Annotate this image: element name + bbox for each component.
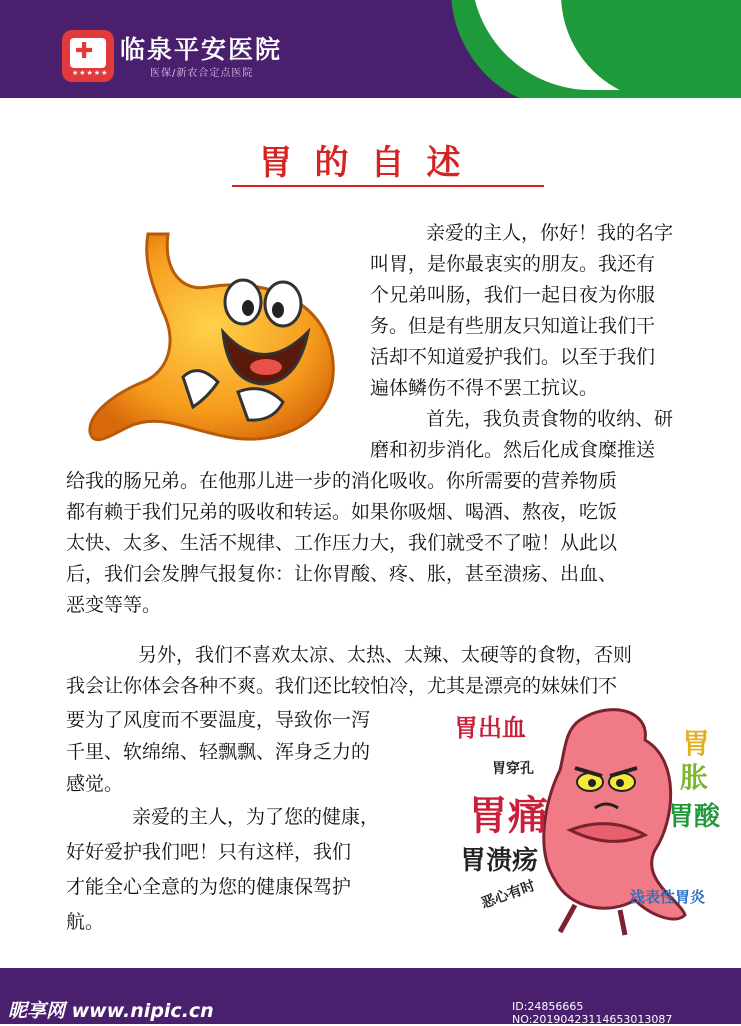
hospital-logo-icon: ✚ ★★★★★ (62, 30, 114, 82)
symptom-label: 胃酸 (668, 802, 721, 832)
symptom-label: 胃 (682, 727, 711, 760)
page-title: 胃的自述 (258, 143, 483, 183)
text-line: 好好爱护我们吧！只有这样，我们 (66, 841, 352, 863)
watermark-site: 昵享网 www.nipic.cn (8, 1000, 214, 1022)
text-line: 个兄弟叫肠，我们一起日夜为你服 (370, 284, 656, 306)
text-line: 首先，我负责食物的收纳、研 (426, 408, 674, 430)
text-line: 遍体鳞伤不得不罢工抗议。 (370, 377, 599, 399)
text-line: 都有赖于我们兄弟的吸收和转运。如果你吸烟、喝酒、熬夜，吃饭 (66, 501, 618, 523)
title-underline (232, 185, 544, 187)
paragraph-closing (66, 800, 446, 940)
paragraph-intro (370, 218, 730, 466)
text-line: 恶变等等。 (66, 594, 162, 616)
text-line: 活却不知道爱护我们。以至于我们 (370, 346, 656, 368)
paragraph-dislikes (66, 640, 736, 702)
text-line: 给我的肠兄弟。在他那儿进一步的消化吸收。你所需要的营养物质 (66, 470, 618, 492)
symptom-label: 浅表性胃炎 (630, 888, 706, 906)
text-line: 太快、太多、生活不规律、工作压力大，我们就受不了啦！从此以 (66, 532, 618, 554)
symptom-label: 胃溃疡 (460, 846, 539, 876)
text-line: 航。 (66, 911, 105, 933)
text-line: 感觉。 (66, 773, 124, 795)
text-line: 另外，我们不喜欢太凉、太热、太辣、太硬等的食物，否则 (138, 644, 633, 666)
symptom-label: 胃痛 (468, 793, 548, 839)
text-line: 才能全心全意的为您的健康保驾护 (66, 876, 352, 898)
watermark-id: ID:24856665 NO:20190423114653013087 (512, 1000, 673, 1026)
symptom-label: 胃出血 (454, 714, 526, 742)
text-line: 后，我们会发脾气报复你：让你胃酸、疼、胀，甚至溃疡、出血、 (66, 563, 618, 585)
text-line: 要为了风度而不要温度，导致你一泻 (66, 709, 371, 731)
text-line: 千里、软绵绵、轻飘飘、浑身乏力的 (66, 741, 371, 763)
symptom-label: 恶心有时 (479, 877, 538, 913)
logo-stars: ★★★★★ (72, 69, 109, 77)
text-line: 亲爱的主人，为了您的健康， (132, 806, 380, 828)
text-line: 我会让你体会各种不爽。我们还比较怕冷，尤其是漂亮的妹妹们不 (66, 675, 618, 697)
text-line: 亲爱的主人，你好！我的名字 (426, 222, 674, 244)
text-line: 磨和初步消化。然后化成食糜推送 (370, 439, 656, 461)
text-line: 务。但是有些朋友只知道让我们干 (370, 315, 656, 337)
hospital-subtitle: 医保/新农合定点医院 (150, 68, 254, 79)
text-line: 叫胃，是你最衷实的朋友。我还有 (370, 253, 656, 275)
symptom-label: 胀 (680, 761, 709, 794)
symptom-label: 胃穿孔 (492, 761, 534, 777)
angry-stomach-illustration (450, 700, 725, 940)
header-banner (0, 0, 741, 98)
paragraph-function (66, 466, 736, 621)
happy-stomach-illustration (88, 232, 350, 454)
hospital-name: 临泉平安医院 (120, 35, 283, 64)
paragraph-dislikes-cont (66, 704, 446, 800)
